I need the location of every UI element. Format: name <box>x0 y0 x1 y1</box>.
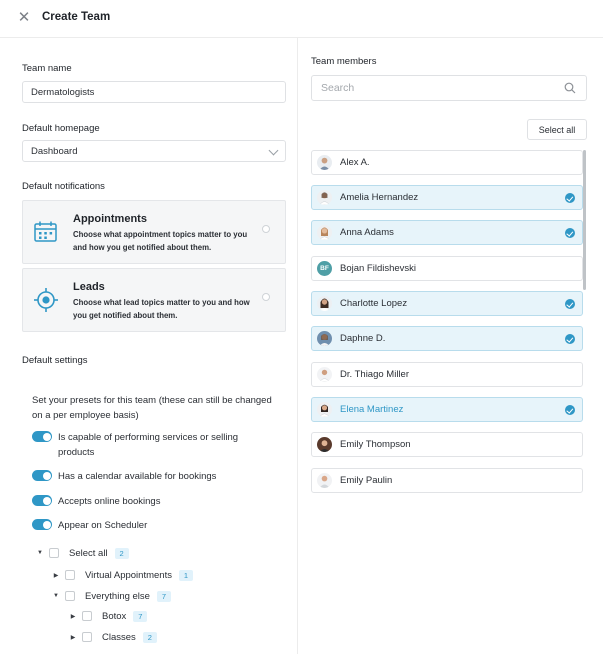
homepage-select-value: Dashboard <box>31 145 78 157</box>
tree-item-virtual-appointments <box>52 568 193 582</box>
virtual-appointments-checkbox[interactable] <box>65 570 75 580</box>
member-name: Amelia Hernandez <box>340 192 419 203</box>
tree-item-label: Virtual Appointments <box>85 569 172 581</box>
member-name: Alex A. <box>340 157 370 168</box>
appointments-notification-card[interactable] <box>22 200 286 264</box>
toggle-row-online-bookings <box>32 494 268 509</box>
calendar-icon <box>33 219 59 245</box>
scheduler-toggle[interactable] <box>32 519 52 530</box>
avatar <box>317 437 332 452</box>
select-all-button[interactable]: Select all <box>527 119 587 140</box>
member-row-bojan-fildishevski[interactable] <box>311 256 583 281</box>
check-icon <box>565 334 575 344</box>
search-icon[interactable] <box>564 82 576 94</box>
column-divider <box>297 38 298 654</box>
member-row-amelia-hernandez[interactable] <box>311 185 583 210</box>
close-icon[interactable]: ✕ <box>17 9 31 26</box>
calendar-toggle[interactable] <box>32 470 52 481</box>
caret-right-icon[interactable]: ▶ <box>70 613 76 620</box>
member-name: Daphne D. <box>340 333 386 344</box>
member-row-alex-a[interactable] <box>311 150 583 175</box>
tree-item-botox <box>69 609 147 623</box>
online-bookings-toggle[interactable] <box>32 495 52 506</box>
avatar <box>317 225 332 240</box>
tree-item-label: Botox <box>102 610 127 622</box>
classes-checkbox[interactable] <box>82 632 92 642</box>
leads-notification-card[interactable] <box>22 268 286 332</box>
count-badge: 7 <box>157 591 171 602</box>
tree-item-classes <box>69 630 157 644</box>
member-row-charlotte-lopez[interactable] <box>311 291 583 316</box>
member-name: Charlotte Lopez <box>340 298 408 309</box>
members-scrollbar[interactable] <box>583 150 586 290</box>
member-name: Dr. Thiago Miller <box>340 369 409 380</box>
header-bar <box>0 0 603 38</box>
services-toggle-label: Is capable of performing services or selling products <box>58 432 239 458</box>
leads-card-title: Leads <box>73 281 105 293</box>
tree-item-label: Classes <box>102 631 136 643</box>
tree-item-label: Everything else <box>85 590 150 602</box>
select-all-checkbox[interactable] <box>49 548 59 558</box>
count-badge: 7 <box>133 611 147 622</box>
team-members-label: Team members <box>311 56 377 67</box>
team-name-input[interactable]: Dermatologists <box>22 81 286 103</box>
toggle-row-services <box>32 430 268 460</box>
member-name: Bojan Fildishevski <box>340 263 417 274</box>
everything-else-checkbox[interactable] <box>65 591 75 601</box>
avatar <box>317 331 332 346</box>
team-name-label: Team name <box>22 63 72 74</box>
tree-item-select-all <box>36 546 129 560</box>
appointments-card-description: Choose what appointment topics matter to you and how you get notified about them. <box>73 230 248 252</box>
search-input[interactable] <box>311 75 587 101</box>
default-homepage-label: Default homepage <box>22 123 100 134</box>
page-title: Create Team <box>42 11 111 23</box>
caret-down-icon[interactable]: ▼ <box>53 593 59 599</box>
default-notifications-label: Default notifications <box>22 181 105 192</box>
appointments-card-title: Appointments <box>73 213 147 225</box>
settings-intro-text: Set your presets for this team (these can still be changed on a per employee basis) <box>32 395 272 421</box>
avatar <box>317 367 332 382</box>
botox-checkbox[interactable] <box>82 611 92 621</box>
toggle-row-scheduler <box>32 518 268 533</box>
member-name: Elena Martinez <box>340 404 404 415</box>
member-name: Anna Adams <box>340 227 394 238</box>
member-row-anna-adams[interactable] <box>311 220 583 245</box>
tree-item-everything-else <box>52 589 171 603</box>
avatar <box>317 402 332 417</box>
member-row-emily-thompson[interactable] <box>311 432 583 457</box>
leads-card-description: Choose what lead topics matter to you and how you get notified about them. <box>73 298 250 320</box>
caret-right-icon[interactable]: ▶ <box>70 634 76 641</box>
count-badge: 1 <box>179 570 193 581</box>
avatar <box>317 190 332 205</box>
member-row-daphne-d[interactable] <box>311 326 583 351</box>
default-settings-label: Default settings <box>22 355 88 366</box>
target-icon <box>33 287 59 313</box>
leads-radio[interactable] <box>262 293 270 301</box>
tree-item-label: Select all <box>69 547 108 559</box>
calendar-toggle-label: Has a calendar available for bookings <box>58 471 217 482</box>
member-row-emily-paulin[interactable] <box>311 468 583 493</box>
member-row-elena-martinez[interactable] <box>311 397 583 422</box>
caret-down-icon[interactable]: ▼ <box>37 550 43 556</box>
online-bookings-toggle-label: Accepts online bookings <box>58 496 161 507</box>
avatar <box>317 155 332 170</box>
check-icon <box>565 193 575 203</box>
avatar <box>317 296 332 311</box>
member-name: Emily Thompson <box>340 439 411 450</box>
avatar <box>317 473 332 488</box>
scheduler-toggle-label: Appear on Scheduler <box>58 520 148 531</box>
member-row-dr-thiago-miller[interactable] <box>311 362 583 387</box>
count-badge: 2 <box>143 632 157 643</box>
search-placeholder: Search <box>321 82 355 94</box>
homepage-select[interactable] <box>22 140 286 162</box>
member-name: Emily Paulin <box>340 475 393 486</box>
avatar-initials: BF <box>317 261 332 276</box>
check-icon <box>565 299 575 309</box>
check-icon <box>565 228 575 238</box>
toggle-row-calendar <box>32 469 268 484</box>
appointments-radio[interactable] <box>262 225 270 233</box>
check-icon <box>565 405 575 415</box>
count-badge: 2 <box>115 548 129 559</box>
caret-right-icon[interactable]: ▶ <box>53 572 59 579</box>
services-toggle[interactable] <box>32 431 52 442</box>
chevron-down-icon <box>269 146 279 156</box>
